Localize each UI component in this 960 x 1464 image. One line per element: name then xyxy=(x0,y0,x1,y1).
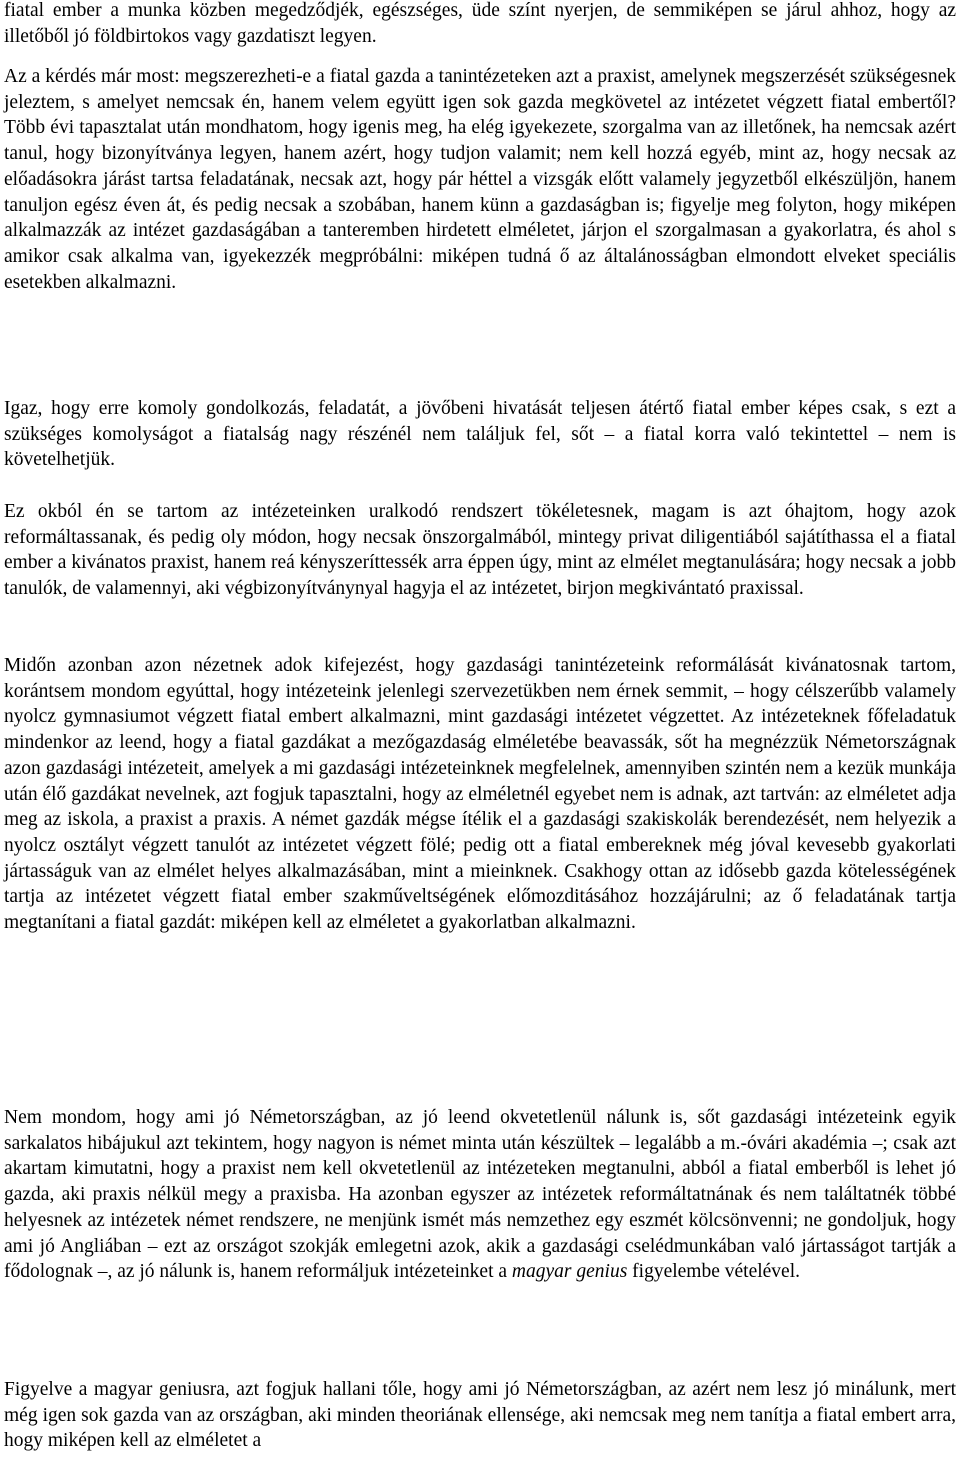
paragraph-text: Nem mondom, hogy ami jó Németországban, az jó leend okvetetlenül nálunk is, sőt gazdasági intézeteink egyik sarkalatos hibájukul azt tekintem, hogy nagyon is német minta után készültek – legalább a m.-óvári akadémia –; csak azt akartam kimutatni, hogy a praxist nem kell okvetetlenül az intézeteken megtanulni, abból a fiatal emberből is lehet jó gazda, aki praxis nélkül megy a praxisba. Ha azonban egyszer az intézetek reformáltatnának és nem találtatnék többé helyesnek az intézetek német rendszere, ne menjünk ismét más nemzethez egy eszmét kölcsönvenni; ne gondoljuk, hogy ami jó Angliában – ezt az országot szokják emlegetni azok, akik a gazdasági cselédmunkában való jártasságot tartják a fődolognak –, az jó nálunk is, hanem reformáljuk intézeteinket a xyxy=(4,1107,956,1283)
paragraph: Midőn azonban azon nézetnek adok kifejezést, hogy gazdasági tanintézeteink reformálását kivánatosnak tartom, korántsem mondom egyúttal, hogy intézeteink jelenlegi szervezetükben nem érnek semmit, – hogy célszerűbb valamely nyolcz gymnasiumot végzett fiatal embert alkalmazni, mint gazdasági intézetet végzettet. Az intézeteknek főfeladatuk mindenkor az leend, hogy a fiatal gazdákat a mezőgazdaság elméletébe beavassák, sőt ha megnézzük Németországnak azon gazdasági intézeteit, amelyek a mi gazdasági intézeteinknek megfelelnek, amennyiben szintén nem a kezük munkája után élő gazdákat nevelnek, azt fogjuk tapasztalni, hogy az elméletnél egyebet nem is adnak, azt tartván: az elméletet adja meg az iskola, a praxist a praxis. A német gazdák mégse ítélik el a gazdasági szakiskolák berendezését, nem helyezik a nyolcz osztályt végzett tanulót az intézetet végzett fölé; pedig ott a fiatal embereknek még jóval kevesebb gyakorlati jártasságuk van az elmélet helyes alkalmazásában, mint a mieinknek. Csakhogy ottan az idősebb gazda kötelességének tartja az intézetet végzett fiatal ember szakműveltségének előmozditásához hozzájárulni; az ő feladatának tartja megtanítani a fiatal gazdát: miképen kell az elméletet a gyakorlatban alkalmazni. xyxy=(4,655,956,934)
paragraph: Az a kérdés már most: megszerezheti-e a fiatal gazda a tanintézeteken azt a praxist, amelynek megszerzését szükségesnek jeleztem, s amelyet nemcsak én, hanem velem együtt igen sok gazda megkövetel az intézetet végzett fiatal embertől? Több évi tapasztalat után mondhatom, hogy igenis meg, ha elég igyekezete, szorgalma van az illetőnek, ha nemcsak azért tanul, hogy bizonyítványa legyen, hanem azért, hogy tudjon valamit; nem kell hozzá egyéb, mint az, hogy necsak az előadásokra járást tartsa feladatának, necsak azt, hogy pár héttel a vizsgák előtt valamely jegyzetből elkészüljön, hanem tanuljon egész éven át, és pedig necsak a szobában, hanem künn a gazdaságban is; figyelje meg folyton, hogy miképen alkalmazzák az intézet gazdaságában a tanteremben hirdetett elméletet, járjon el szorgalmasan a gyakorlatra, és ahol s amikor csak alkalma van, igyekezzék megpróbálni: miképen tudná ő az általánosságban elmondott elveket speciális esetekben alkalmazni. xyxy=(4,66,956,293)
italic-phrase: magyar genius xyxy=(511,1261,628,1283)
paragraph: fiatal ember a munka közben megedződjék, egészséges, üde színt nyerjen, de semmiképen se járul ahhoz, hogy az illetőből jó földbirtokos vagy gazdatiszt legyen. xyxy=(4,0,956,47)
paragraph xyxy=(4,1105,956,1285)
paragraph: Igaz, hogy erre komoly gondolkozás, feladatát, a jövőbeni hivatását teljesen átértő fiatal ember képes csak, s ezt a szükséges komolyságot a fiatalság nagy részénél nem találjuk fel, sőt – a fiatal korra való tekintettel – nem is követelhetjük. xyxy=(4,398,956,471)
paragraph-text: figyelembe vételével. xyxy=(632,1261,801,1283)
paragraph: Figyelve a magyar geniusra, azt fogjuk hallani tőle, hogy ami jó Németországban, az azért nem lesz jó minálunk, mert még igen sok gazda van az országban, aki minden theoriának ellensége, aki nemcsak meg nem tanítja a fiatal embert arra, hogy miképen kell az elméletet a xyxy=(4,1379,956,1452)
paragraph: Ez okból én se tartom az intézeteinken uralkodó rendszert tökéletesnek, magam is azt óhajtom, hogy azok reformáltassanak, és pedig oly módon, hogy necsak önszorgalmából, mintegy privat diligentiából sajátíthassa el a fiatal ember a kivánatos praxist, hanem reá kényszeríttessék arra éppen úgy, mint az elmélet megtanulására; hogy necsak a jobb tanulók, de valamennyi, aki végbizonyítványnyal hagyja el az intézetet, birjon megkivántató praxissal. xyxy=(4,501,956,600)
